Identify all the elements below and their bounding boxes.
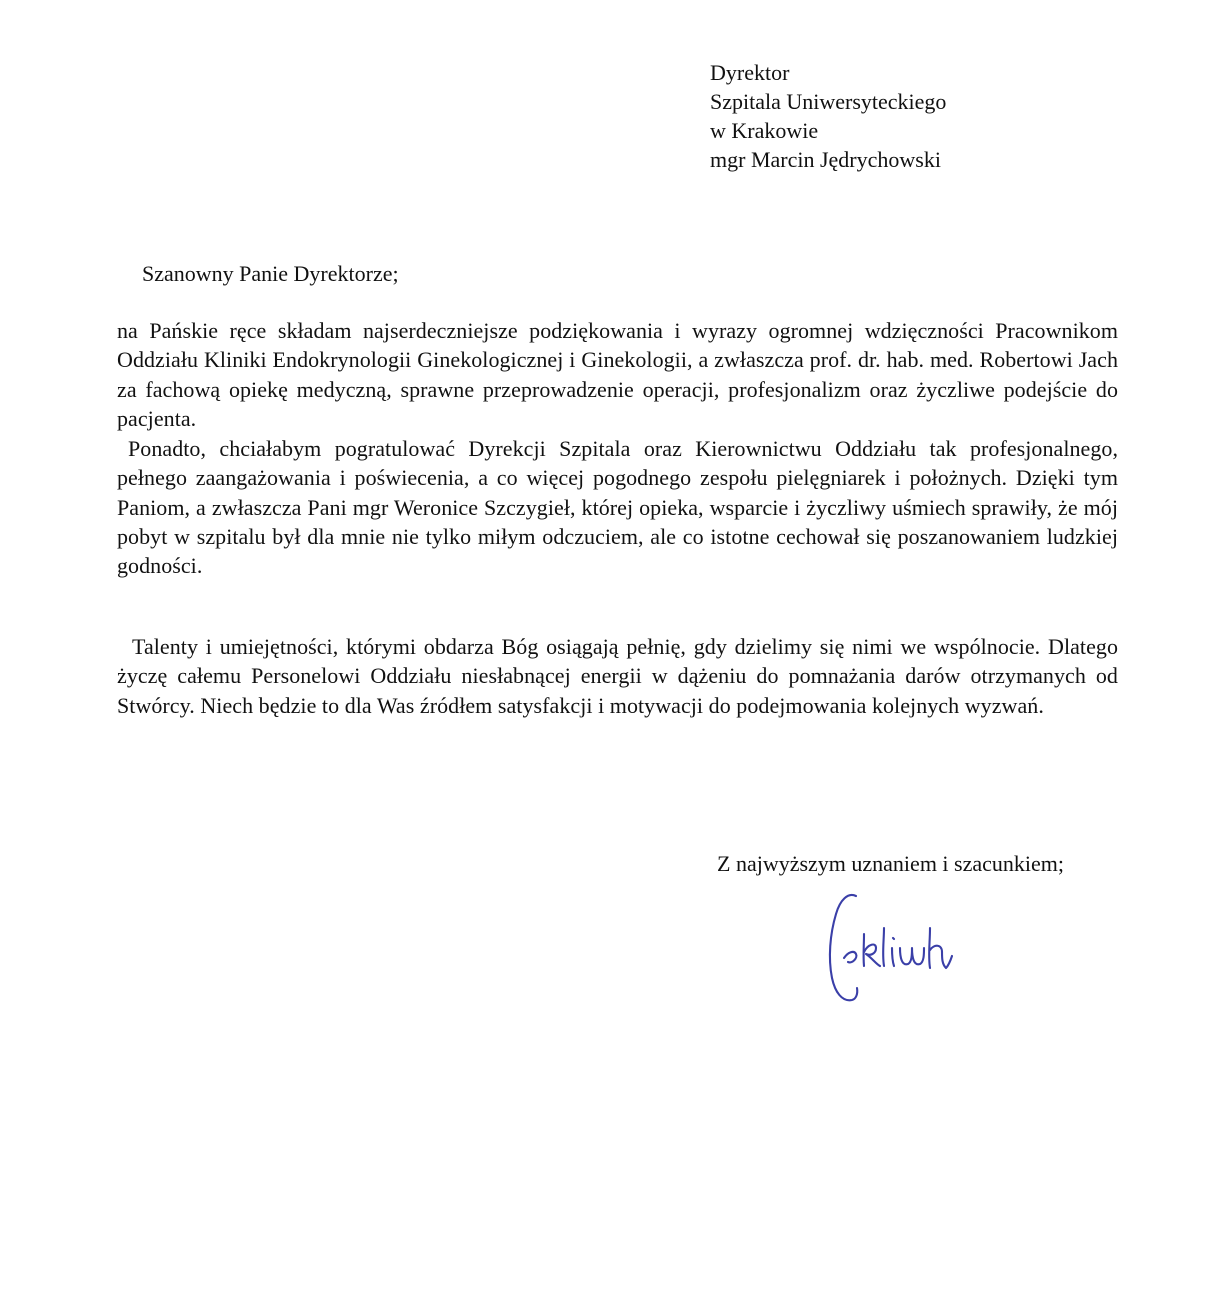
recipient-line-institution: Szpitala Uniwersyteckiego bbox=[710, 89, 947, 114]
recipient-line-city: w Krakowie bbox=[710, 118, 819, 143]
letter-paragraph-congratulations: Ponadto, chciałabym pogratulować Dyrekcji Szpitala oraz Kierownictwu Oddziału tak profesjonalnego, pełnego zaangażowania i poświecenia, a co więcej pogodnego zespołu pielęgniarek i położnych. Dzięki tym Paniom, a zwłaszcza Pani mgr Weronice Szczygieł, której opieka, wsparcie i życzliwy uśmiech sprawiły, że mój pobyt w szpitalu był dla mnie nie tylko miłym odczuciem, ale co istotne cechował się poszanowaniem ludzkiej godności. bbox=[117, 436, 1118, 579]
recipient-address-block bbox=[710, 58, 1190, 174]
letter-paragraph-thanks: na Pańskie ręce składam najserdeczniejsze podziękowania i wyrazy ogromnej wdzięczności Pracownikom Oddziału Kliniki Endokrynologii Ginekologicznej i Ginekologii, a zwłaszcza prof. dr. hab. med. Robertowi Jach za fachową opiekę medyczną, sprawne przeprowadzenie operacji, profesjonalizm oraz życzliwe podejście do pacjenta. bbox=[117, 318, 1118, 431]
signature-drawing bbox=[818, 888, 963, 1013]
letter-paragraph-wishes: Talenty i umiejętności, którymi obdarza Bóg osiągają pełnię, gdy dzielimy się nimi we wspólnocie. Dlatego życzę całemu Personelowi Oddziału niesłabnącej energii w dążeniu do pomnażania darów otrzymanych od Stwórcy. Niech będzie to dla Was źródłem satysfakcji i motywacji do podejmowania kolejnych wyzwań. bbox=[117, 634, 1118, 718]
salutation: Szanowny Panie Dyrektorze; bbox=[142, 261, 399, 286]
closing-line: Z najwyższym uznaniem i szacunkiem; bbox=[717, 851, 1064, 876]
recipient-line-title: Dyrektor bbox=[710, 60, 790, 85]
handwritten-signature bbox=[818, 888, 963, 1013]
recipient-line-name: mgr Marcin Jędrychowski bbox=[710, 147, 941, 172]
